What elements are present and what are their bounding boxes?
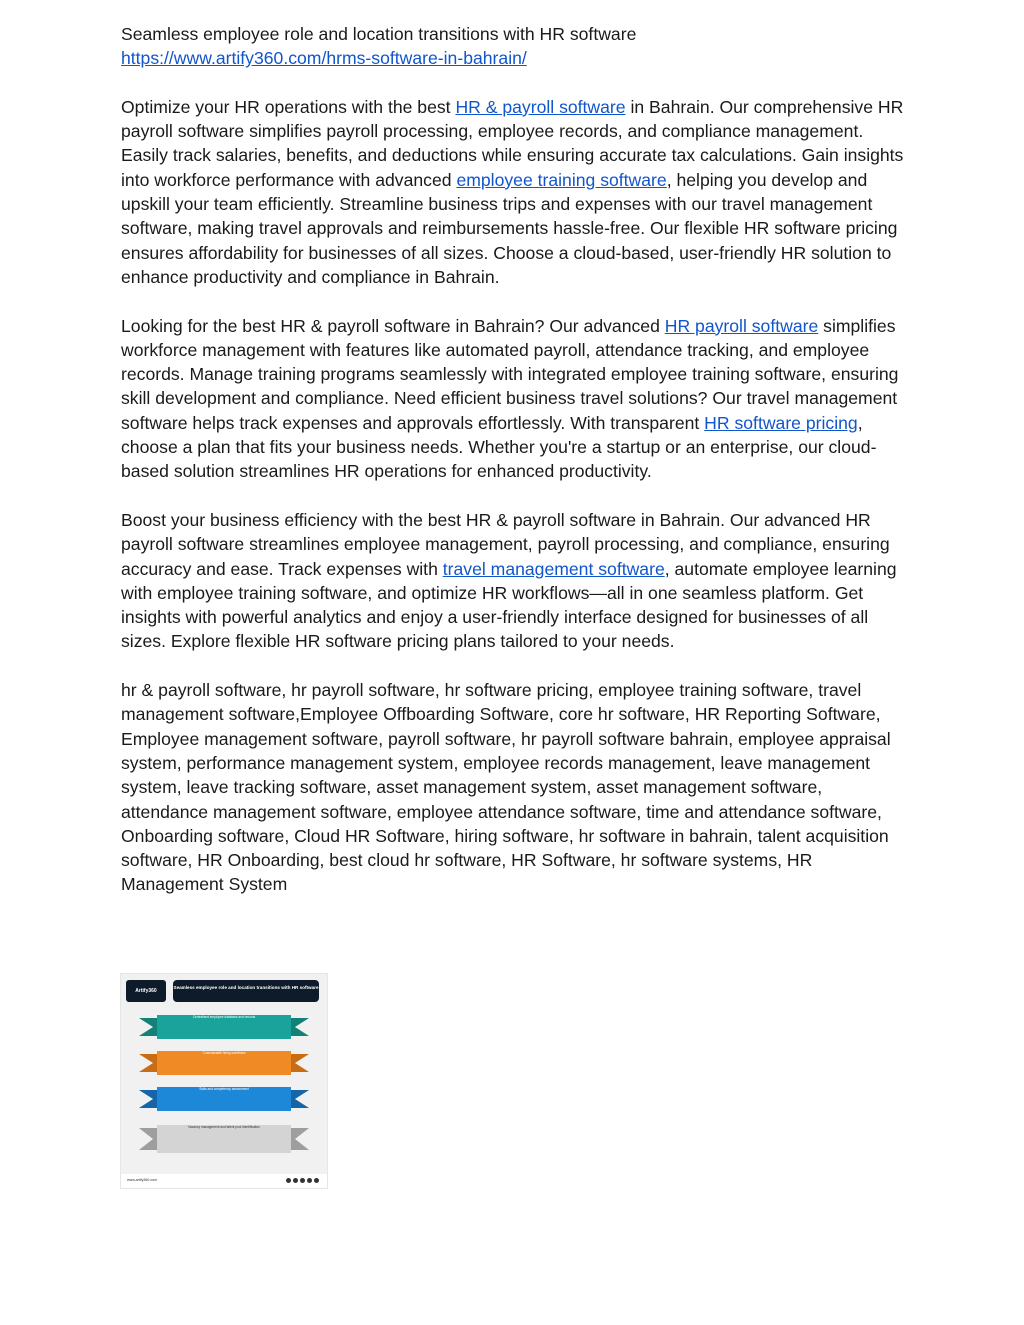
paragraph-text: Looking for the best HR & payroll software in Bahrain? Our advanced	[121, 315, 665, 336]
artify360-logo	[126, 980, 166, 1002]
paragraph-text: simplifies workforce management with features like automated payroll, attendance tracking, and employee records. Manage training programs seamlessly with integrated employee training software, ensuring skill development and compliance. Need efficient business travel solutions? Our travel management software helps track expenses and approvals effortlessly. With transparent	[121, 315, 899, 433]
paragraph-text: , automate employee learning with employee training software, and optimize HR workflows—all in one seamless platform. Get insights with powerful analytics and enjoy a user-friendly interface designed for businesses of all sizes. Explore flexible HR software pricing plans tailored to your needs.	[121, 558, 897, 652]
paragraph-text: , helping you develop and upskill your team efficiently. Streamline business trips and expenses with our travel management software, making travel approvals and reimbursements hassle-free. Our flexible HR software pricing ensures affordability for businesses of all sizes. Choose a cloud-based, user-friendly HR solution to enhance productivity and compliance in Bahrain.	[121, 169, 898, 287]
keywords-paragraph: hr & payroll software, hr payroll software, hr software pricing, employee training software, travel management software,Employee Offboarding Software, core hr software, HR Reporting Software, Employee management software, payroll software, hr payroll software bahrain, employee appraisal system, performance management system, employee records management, leave management system, leave tracking software, asset management system, asset management software, attendance management software, employee attendance software, time and attendance software, Onboarding software, Cloud HR Software, hiring software, hr software in bahrain, talent acquisition software, HR Onboarding, best cloud hr software, HR Software, hr software systems, HR Management System	[121, 680, 891, 895]
infographic-image	[121, 974, 327, 1188]
instagram-icon	[293, 1178, 298, 1183]
paragraph-text: in Bahrain. Our comprehensive HR payroll software simplifies payroll processing, employee records, and compliance management. Easily track salaries, benefits, and deductions while ensuring accurate tax calculations. Gain insights into workforce performance with advanced	[121, 96, 904, 190]
paragraph-2	[121, 314, 911, 484]
infographic-footer	[121, 1174, 327, 1188]
ribbon-2	[139, 1050, 309, 1072]
footer-url: www.artify360.com	[127, 1178, 158, 1182]
twitter-icon	[300, 1178, 305, 1183]
hr-payroll-software-link-2[interactable]: HR payroll software	[664, 315, 819, 336]
logo-text: Artify360	[135, 988, 157, 994]
ribbon-4	[139, 1124, 309, 1146]
ribbon-2-heading: Customizable hiring workflows	[202, 1051, 246, 1055]
linkedin-icon	[307, 1178, 312, 1183]
youtube-icon	[314, 1178, 319, 1183]
ribbon-4-heading: Vacancy management and talent pool identification	[188, 1125, 260, 1129]
facebook-icon	[286, 1178, 291, 1183]
paragraph-3	[121, 508, 911, 654]
paragraph-text: , choose a plan that fits your business needs. Whether you're a startup or an enterprise, our cloud-based solution streamlines HR operations for enhanced productivity.	[121, 412, 877, 482]
ribbon-1	[139, 1014, 309, 1036]
hr-software-pricing-link[interactable]: HR software pricing	[704, 412, 858, 433]
travel-management-software-link[interactable]: travel management software	[442, 558, 665, 579]
paragraph-text: Optimize your HR operations with the best	[121, 96, 456, 117]
ribbon-1-heading: Centralized employee database and records	[192, 1015, 256, 1019]
document-body	[121, 22, 911, 897]
social-icons	[286, 1178, 319, 1183]
ribbon-3-heading: Skills and competency assessment	[199, 1087, 249, 1091]
ribbon-3	[139, 1086, 309, 1108]
hr-payroll-software-link[interactable]: HR & payroll software	[455, 96, 626, 117]
employee-training-software-link[interactable]: employee training software	[456, 169, 667, 190]
document-title: Seamless employee role and location transitions with HR software	[121, 24, 637, 44]
infographic-title: Seamless employee role and location transitions with HR software	[173, 980, 319, 1002]
paragraph-text: Boost your business efficiency with the best HR & payroll software in Bahrain. Our advanced HR payroll software streamlines employee management, payroll processing, and compliance, ensuring accuracy and ease. Track expenses with	[121, 509, 890, 579]
paragraph-1	[121, 95, 911, 289]
source-url-link[interactable]: https://www.artify360.com/hrms-software-in-bahrain/	[121, 48, 527, 69]
